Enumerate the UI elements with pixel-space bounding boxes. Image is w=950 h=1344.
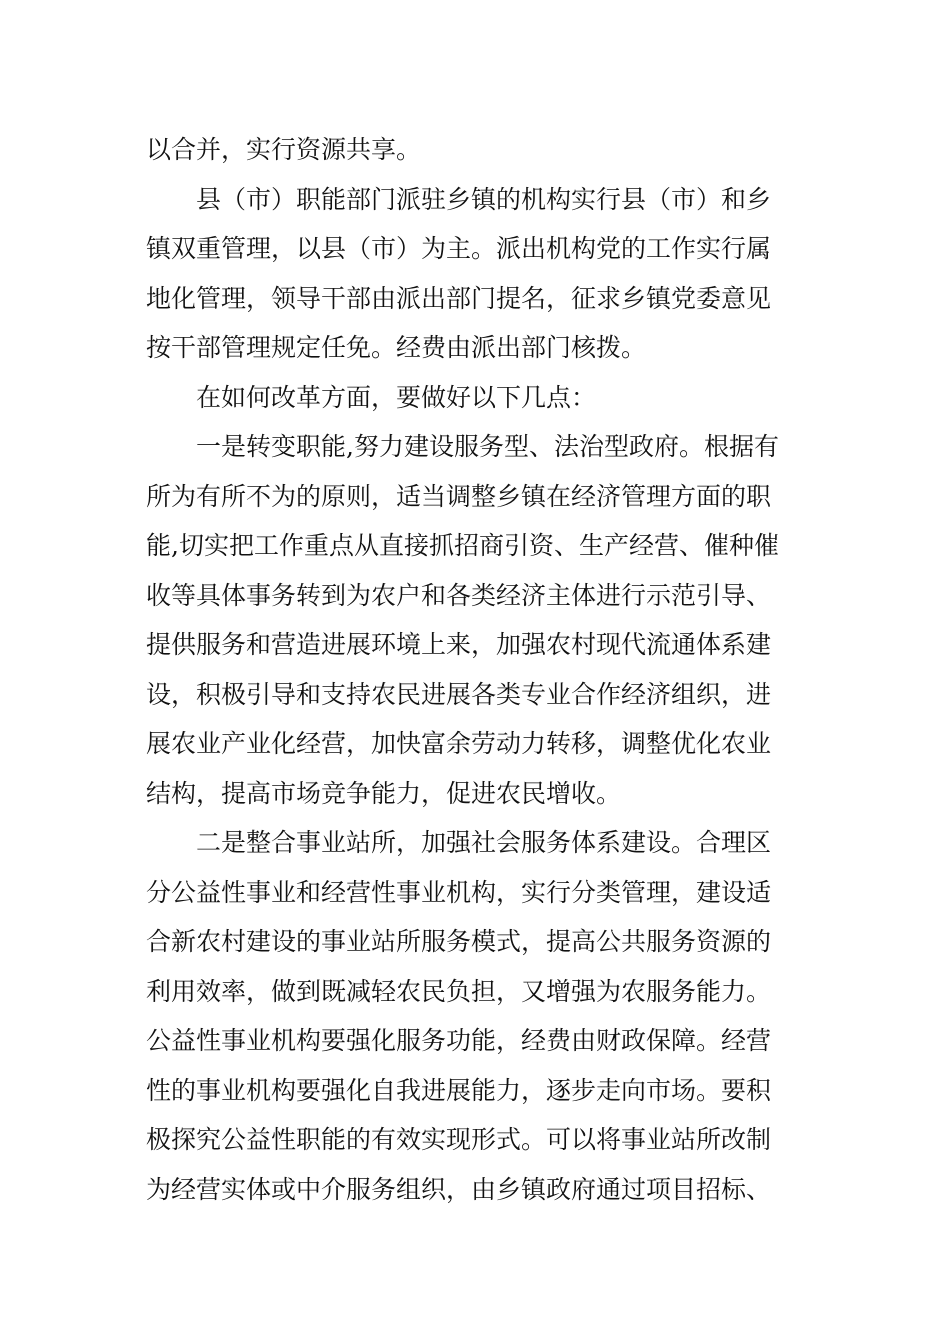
text-line-6: 在如何改革方面，要做好以下几点：	[196, 383, 597, 412]
text-line-21: 极探究公益性职能的有效实现形式。可以将事业站所改制	[146, 1125, 772, 1154]
text-line-12: 设，积极引导和支持农民进展各类专业合作经济组织，进	[146, 680, 772, 709]
text-line-8: 所为有所不为的原则，适当调整乡镇在经济管理方面的职	[146, 482, 772, 511]
text-line-4: 地化管理，领导干部由派出部门提名，征求乡镇党委意见	[146, 284, 772, 313]
text-line-7: 一是转变职能,努力建设服务型、法治型政府。根据有	[196, 432, 779, 461]
text-line-13: 展农业产业化经营，加快富余劳动力转移，调整优化农业	[146, 729, 772, 758]
text-line-17: 合新农村建设的事业站所服务模式，提高公共服务资源的	[146, 927, 772, 956]
text-line-18: 利用效率，做到既减轻农民负担，又增强为农服务能力。	[146, 977, 772, 1006]
text-line-16: 分公益性事业和经营性事业机构，实行分类管理，建设适	[146, 878, 772, 907]
text-line-19: 公益性事业机构要强化服务功能，经费由财政保障。经营	[146, 1026, 772, 1055]
text-line-1: 以合并，实行资源共享。	[146, 135, 422, 164]
text-line-10: 收等具体事务转到为农户和各类经济主体进行示范引导、	[146, 581, 772, 610]
text-line-3: 镇双重管理，以县（市）为主。派出机构党的工作实行属	[146, 234, 772, 263]
text-line-9: 能,切实把工作重点从直接抓招商引资、生产经营、催种催	[146, 531, 779, 560]
text-line-22: 为经营实体或中介服务组织，由乡镇政府通过项目招标、	[146, 1175, 772, 1204]
text-line-14: 结构，提高市场竞争能力，促进农民增收。	[146, 779, 622, 808]
text-line-15: 二是整合事业站所，加强社会服务体系建设。合理区	[196, 828, 772, 857]
text-line-11: 提供服务和营造进展环境上来，加强农村现代流通体系建	[146, 630, 772, 659]
text-line-5: 按干部管理规定任免。经费由派出部门核拨。	[146, 333, 647, 362]
text-line-20: 性的事业机构要强化自我进展能力，逐步走向市场。要积	[146, 1076, 772, 1105]
text-line-2: 县（市）职能部门派驻乡镇的机构实行县（市）和乡	[196, 185, 772, 214]
